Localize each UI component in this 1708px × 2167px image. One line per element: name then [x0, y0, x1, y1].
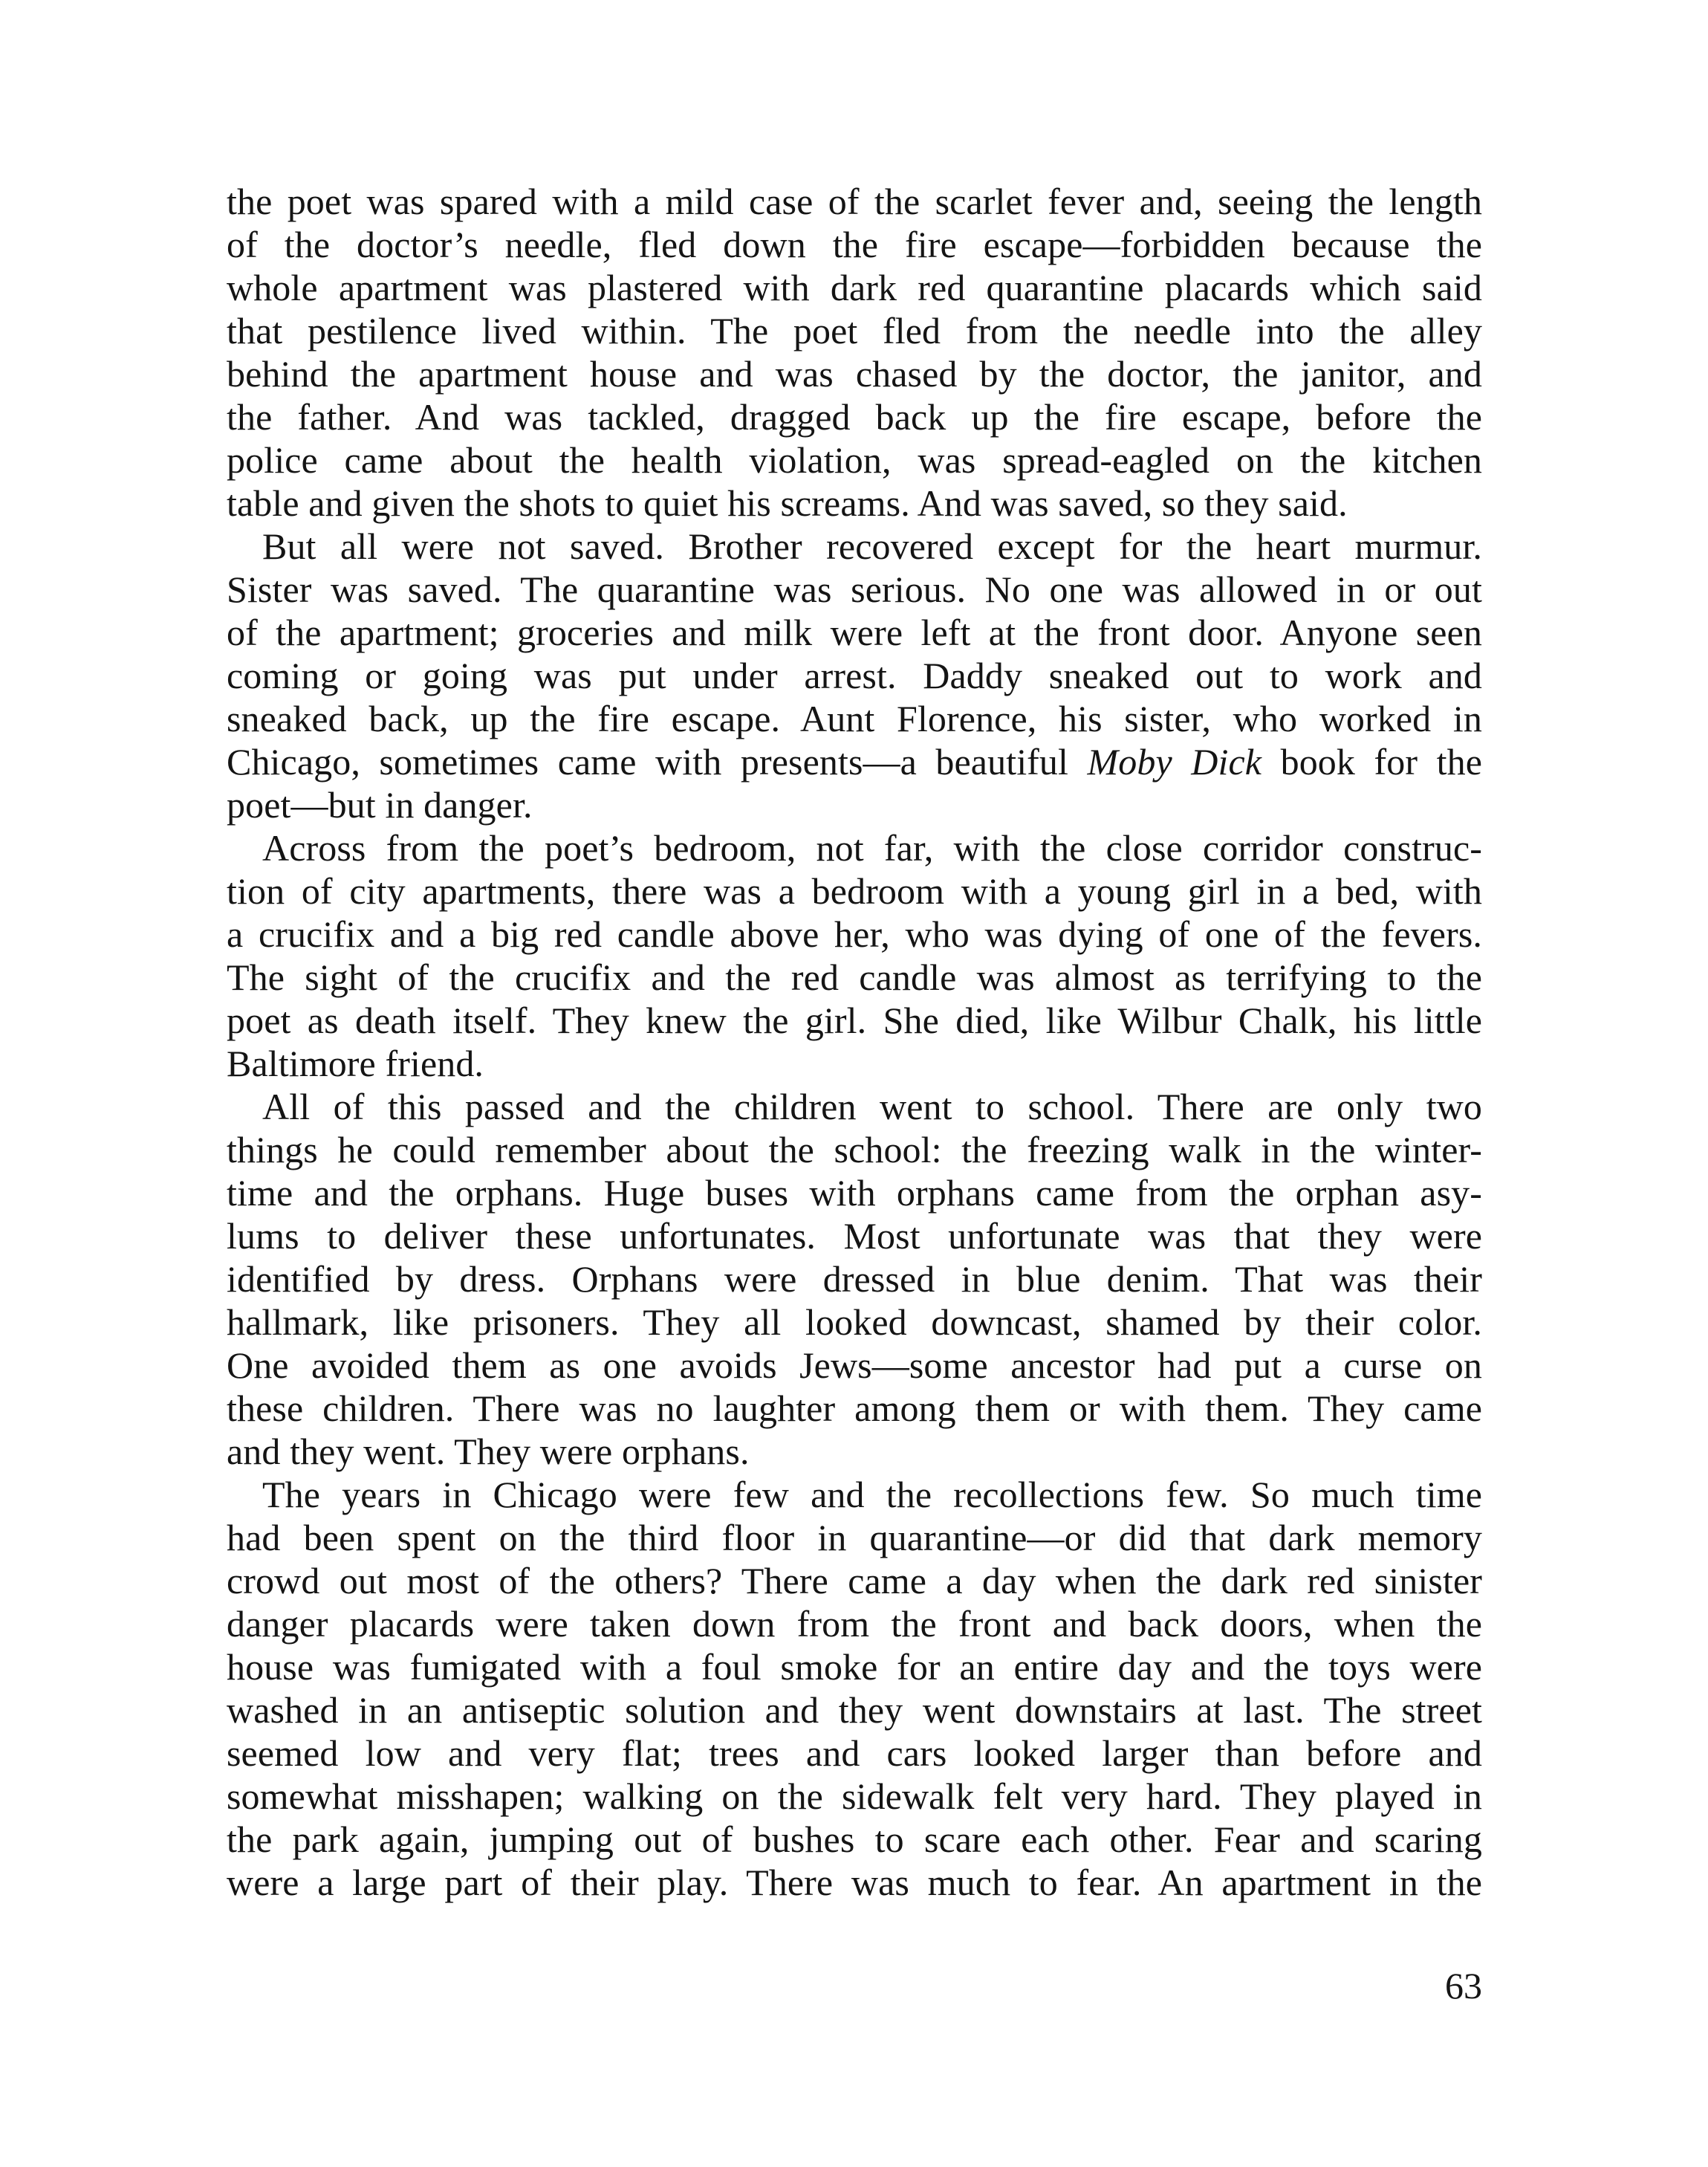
text-line: had been spent on the third floor in quarantine—or did that dark memory — [227, 1517, 1482, 1558]
text-line: these children. There was no laughter among them or with them. They came — [227, 1387, 1482, 1429]
text-line: danger placards were taken down from the front and back doors, when the — [227, 1603, 1482, 1645]
text-line: police came about the health violation, was spread-eagled on the kitchen — [227, 439, 1482, 481]
text-line: Baltimore friend. — [227, 1043, 484, 1084]
book-title: Moby Dick — [1087, 741, 1262, 783]
text-line: the poet was spared with a mild case of the scarlet fever and, seeing the length — [227, 181, 1482, 222]
text-line: and they went. They were orphans. — [227, 1431, 750, 1472]
paragraph-first-line: But all were not saved. Brother recovered except for the heart murmur. — [262, 525, 1482, 567]
text-line: poet as death itself. They knew the girl. She died, like Wilbur Chalk, his little — [227, 1000, 1482, 1041]
text-line: house was fumigated with a foul smoke for an entire day and the toys were — [227, 1646, 1482, 1688]
text-line: washed in an antiseptic solution and they went downstairs at last. The street — [227, 1689, 1482, 1731]
text-line: that pestilence lived within. The poet fled from the needle into the alley — [227, 310, 1482, 352]
text-line: coming or going was put under arrest. Daddy sneaked out to work and — [227, 655, 1482, 696]
text-line: tion of city apartments, there was a bedroom with a young girl in a bed, with — [227, 870, 1482, 912]
text-line: lums to deliver these unfortunates. Most unfortunate was that they were — [227, 1215, 1482, 1257]
text-line: a crucifix and a big red candle above her, who was dying of one of the fevers. — [227, 913, 1482, 955]
body-text — [227, 180, 1482, 1904]
text-line: the park again, jumping out of bushes to scare each other. Fear and scaring — [227, 1818, 1482, 1860]
page-number: 63 — [1445, 1965, 1482, 2006]
text-line: hallmark, like prisoners. They all looked downcast, shamed by their color. — [227, 1301, 1482, 1343]
text-line: whole apartment was plastered with dark red quarantine placards which said — [227, 267, 1482, 308]
paragraph-first-line: The years in Chicago were few and the recollections few. So much time — [262, 1474, 1482, 1515]
text-line: somewhat misshapen; walking on the sidewalk felt very hard. They played in — [227, 1775, 1482, 1817]
text-line-with-title — [227, 740, 1482, 783]
text-fragment: book for the — [1280, 741, 1483, 783]
text-line: of the doctor’s needle, fled down the fire escape—forbidden because the — [227, 224, 1482, 265]
text-line: The sight of the crucifix and the red candle was almost as terrifying to the — [227, 956, 1482, 998]
paragraph-first-line: All of this passed and the children went to school. There are only two — [262, 1086, 1482, 1127]
text-line: poet—but in danger. — [227, 784, 533, 826]
text-line: things he could remember about the school: the freezing walk in the winter- — [227, 1129, 1482, 1170]
text-line: One avoided them as one avoids Jews—some ancestor had put a curse on — [227, 1344, 1482, 1386]
text-line: crowd out most of the others? There came a day when the dark red sinister — [227, 1560, 1482, 1601]
text-line: were a large part of their play. There was much to fear. An apartment in the — [227, 1862, 1482, 1903]
text-line: time and the orphans. Huge buses with orphans came from the orphan asy- — [227, 1172, 1482, 1214]
text-line: table and given the shots to quiet his screams. And was saved, so they said. — [227, 482, 1348, 524]
paragraph-first-line: Across from the poet’s bedroom, not far, with the close corridor construc- — [262, 827, 1482, 869]
text-line: of the apartment; groceries and milk were left at the front door. Anyone seen — [227, 612, 1482, 653]
text-line: identified by dress. Orphans were dressed in blue denim. That was their — [227, 1258, 1482, 1300]
text-fragment: Chicago, sometimes came with presents—a beautiful — [227, 741, 1069, 783]
text-line: seemed low and very flat; trees and cars looked larger than before and — [227, 1732, 1482, 1774]
text-line: sneaked back, up the fire escape. Aunt Florence, his sister, who worked in — [227, 698, 1482, 739]
text-line: behind the apartment house and was chased by the doctor, the janitor, and — [227, 353, 1482, 395]
text-line: Sister was saved. The quarantine was serious. No one was allowed in or out — [227, 569, 1482, 610]
text-line: the father. And was tackled, dragged back up the fire escape, before the — [227, 396, 1482, 438]
